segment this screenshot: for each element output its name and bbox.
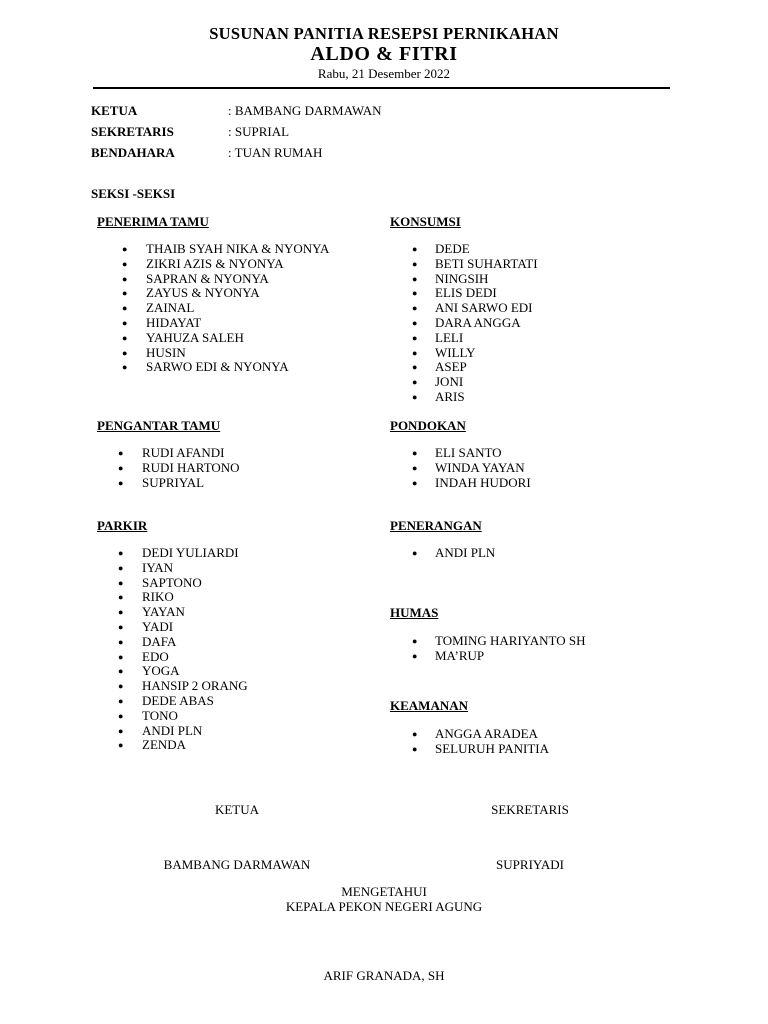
bullet-icon: ● <box>122 244 128 254</box>
officer-label-bendahara: BENDAHARA <box>91 145 175 160</box>
list-item-text: ELIS DEDI <box>435 285 497 301</box>
list-item-text: TOMING HARIYANTO SH <box>435 633 586 648</box>
list-item-text: WILLY <box>435 344 476 360</box>
bullet-icon: ● <box>122 303 128 314</box>
list-item-text: DEDI YULIARDI <box>142 545 239 560</box>
bullet-icon: ● <box>122 288 128 299</box>
bullet-icon: ● <box>118 651 124 662</box>
section-title-penerangan: PENERANGAN <box>390 518 482 533</box>
list-item <box>118 650 248 665</box>
bullet-icon: ● <box>412 729 418 739</box>
list-item <box>118 738 248 753</box>
list-item-text: ANDI PLN <box>435 545 496 560</box>
list-item <box>412 272 538 287</box>
section-title-parkir: PARKIR <box>97 518 148 533</box>
list-item-text: HANSIP 2 ORANG <box>142 678 248 694</box>
section-list-pengantar-tamu <box>118 446 240 490</box>
section-list-pondokan <box>412 446 531 490</box>
list-item-text: DEDE ABAS <box>142 692 214 708</box>
officer-label-sekretaris: SEKRETARIS <box>91 124 174 139</box>
list-item-text: SELURUH PANITIA <box>435 740 549 756</box>
section-list-keamanan <box>412 727 549 757</box>
list-item-text: TONO <box>142 707 178 723</box>
section-title-pengantar-tamu: PENGANTAR TAMU <box>97 418 221 433</box>
list-item-text: INDAH HUDORI <box>435 474 531 490</box>
section-title-pondokan: PONDOKAN <box>390 418 466 433</box>
bullet-icon: ● <box>412 347 418 358</box>
list-item-text: ZAYUS & NYONYA <box>146 285 260 301</box>
bullet-icon: ● <box>412 548 418 558</box>
list-item <box>122 272 329 287</box>
bullet-icon: ● <box>412 377 418 388</box>
list-item-text: SARWO EDI & NYONYA <box>146 359 289 375</box>
list-item <box>118 694 248 709</box>
list-item-text: ZIKRI AZIS & NYONYA <box>146 255 284 271</box>
bullet-icon: ● <box>118 725 124 736</box>
list-item <box>412 346 538 361</box>
list-item-text: HUSIN <box>146 344 186 360</box>
section-list-penerangan <box>412 546 495 561</box>
list-item <box>118 709 248 724</box>
list-item-text: MA’RUP <box>435 647 485 663</box>
bullet-icon: ● <box>122 332 128 343</box>
bullet-icon: ● <box>412 743 418 754</box>
acknowledge-role: KEPALA PEKON NEGERI AGUNG <box>285 899 483 914</box>
bullet-icon: ● <box>118 607 124 618</box>
list-item-text: SUPRIYAL <box>142 474 205 490</box>
bullet-icon: ● <box>118 592 124 603</box>
bullet-icon: ● <box>412 288 418 299</box>
list-item <box>412 316 538 331</box>
bullet-icon: ● <box>412 462 418 473</box>
list-item <box>118 576 248 591</box>
list-item-text: BETI SUHARTATI <box>435 255 538 271</box>
list-item-text: YADI <box>142 618 174 634</box>
bullet-icon: ● <box>118 621 124 632</box>
bullet-icon: ● <box>412 448 418 458</box>
list-item <box>412 301 538 316</box>
list-item <box>118 446 240 461</box>
section-title-humas: HUMAS <box>390 605 439 620</box>
bullet-icon: ● <box>118 462 124 473</box>
list-item <box>122 360 329 375</box>
list-item-text: ZAINAL <box>146 300 195 316</box>
document-title: SUSUNAN PANITIA RESEPSI PERNIKAHAN <box>209 24 559 43</box>
bullet-icon: ● <box>118 448 124 458</box>
bullet-icon: ● <box>412 650 418 661</box>
signature-right-name: SUPRIYADI <box>496 857 564 872</box>
list-item-text: THAIB SYAH NIKA & NYONYA <box>146 241 330 256</box>
list-item-text: DAFA <box>142 633 177 649</box>
signature-left-role: KETUA <box>214 802 260 817</box>
bullet-icon: ● <box>118 740 124 751</box>
list-item <box>412 546 495 561</box>
bullet-icon: ● <box>118 562 124 573</box>
bullet-icon: ● <box>412 391 418 402</box>
list-item <box>122 257 329 272</box>
list-item <box>412 257 538 272</box>
bullet-icon: ● <box>118 710 124 721</box>
list-item <box>412 375 538 390</box>
list-item <box>412 286 538 301</box>
bullet-icon: ● <box>118 681 124 692</box>
bullet-icon: ● <box>412 317 418 328</box>
sections-heading: SEKSI -SEKSI <box>91 186 176 201</box>
list-item <box>412 390 538 405</box>
list-item <box>118 561 248 576</box>
header-divider <box>93 87 670 89</box>
list-item <box>118 476 240 491</box>
section-title-penerima-tamu: PENERIMA TAMU <box>97 214 209 229</box>
bullet-icon: ● <box>412 273 418 284</box>
list-item-text: SAPRAN & NYONYA <box>146 270 269 286</box>
list-item-text: RUDI HARTONO <box>142 459 240 475</box>
officer-label-ketua: KETUA <box>91 103 138 118</box>
bullet-icon: ● <box>412 244 418 254</box>
bullet-icon: ● <box>412 258 418 269</box>
bullet-icon: ● <box>412 477 418 488</box>
list-item <box>412 461 531 476</box>
list-item-text: ANDI PLN <box>142 722 203 738</box>
signature-left-name: BAMBANG DARMAWAN <box>163 857 311 872</box>
bullet-icon: ● <box>122 317 128 328</box>
bullet-icon: ● <box>412 636 418 646</box>
acknowledge-label: MENGETAHUI <box>341 884 427 899</box>
list-item <box>412 742 549 757</box>
bullet-icon: ● <box>118 636 124 647</box>
list-item-text: DEDE <box>435 241 470 256</box>
list-item <box>412 634 585 649</box>
list-item <box>412 649 585 664</box>
list-item <box>118 605 248 620</box>
bullet-icon: ● <box>122 258 128 269</box>
list-item-text: LELI <box>435 329 464 345</box>
bullet-icon: ● <box>118 577 124 588</box>
list-item <box>118 461 240 476</box>
list-item-text: EDO <box>142 648 169 664</box>
list-item-text: ARIS <box>435 388 465 404</box>
list-item-text: ANI SARWO EDI <box>435 300 533 316</box>
list-item-text: WINDA YAYAN <box>435 459 525 475</box>
list-item-text: IYAN <box>142 559 174 575</box>
list-item <box>412 242 538 257</box>
section-list-parkir <box>118 546 248 753</box>
list-item <box>118 664 248 679</box>
signature-right-role: SEKRETARIS <box>491 802 569 817</box>
couple-names: ALDO & FITRI <box>310 43 458 65</box>
list-item-text: RUDI AFANDI <box>142 445 225 460</box>
list-item <box>412 476 531 491</box>
bullet-icon: ● <box>118 666 124 677</box>
list-item <box>122 331 329 346</box>
list-item <box>118 590 248 605</box>
list-item <box>122 301 329 316</box>
list-item <box>412 360 538 375</box>
acknowledge-name: ARIF GRANADA, SH <box>323 968 445 983</box>
list-item-text: YAYAN <box>142 604 185 620</box>
bullet-icon: ● <box>122 347 128 358</box>
event-date: Rabu, 21 Desember 2022 <box>317 66 451 81</box>
list-item-text: YAHUZA SALEH <box>146 329 244 345</box>
list-item <box>122 286 329 301</box>
list-item <box>122 242 329 257</box>
list-item <box>118 724 248 739</box>
list-item <box>122 346 329 361</box>
bullet-icon: ● <box>412 303 418 314</box>
bullet-icon: ● <box>118 695 124 706</box>
officer-value-sekretaris: : SUPRIAL <box>228 124 290 139</box>
list-item-text: HIDAYAT <box>146 314 202 330</box>
list-item <box>118 635 248 650</box>
section-list-humas <box>412 634 585 664</box>
list-item <box>122 316 329 331</box>
list-item <box>412 727 549 742</box>
list-item-text: ANGGA ARADEA <box>435 726 538 741</box>
list-item <box>118 620 248 635</box>
list-item <box>412 331 538 346</box>
list-item-text: SAPTONO <box>142 574 202 590</box>
list-item-text: DARA ANGGA <box>435 314 521 330</box>
list-item-text: RIKO <box>142 589 174 605</box>
bullet-icon: ● <box>122 362 128 373</box>
bullet-icon: ● <box>412 332 418 343</box>
section-title-keamanan: KEAMANAN <box>390 698 468 713</box>
list-item <box>118 546 248 561</box>
list-item-text: YOGA <box>142 663 180 679</box>
officer-value-bendahara: : TUAN RUMAH <box>228 145 323 160</box>
list-item <box>118 679 248 694</box>
bullet-icon: ● <box>122 273 128 284</box>
bullet-icon: ● <box>412 362 418 373</box>
section-title-konsumsi: KONSUMSI <box>390 214 461 229</box>
list-item-text: ZENDA <box>142 737 187 753</box>
list-item-text: NINGSIH <box>435 270 489 286</box>
section-list-penerima-tamu <box>122 242 329 375</box>
section-list-konsumsi <box>412 242 538 405</box>
list-item-text: JONI <box>435 374 464 390</box>
list-item-text: ELI SANTO <box>435 445 502 460</box>
bullet-icon: ● <box>118 548 124 558</box>
list-item <box>412 446 531 461</box>
list-item-text: ASEP <box>435 359 467 375</box>
bullet-icon: ● <box>118 477 124 488</box>
officer-value-ketua: : BAMBANG DARMAWAN <box>228 103 382 118</box>
